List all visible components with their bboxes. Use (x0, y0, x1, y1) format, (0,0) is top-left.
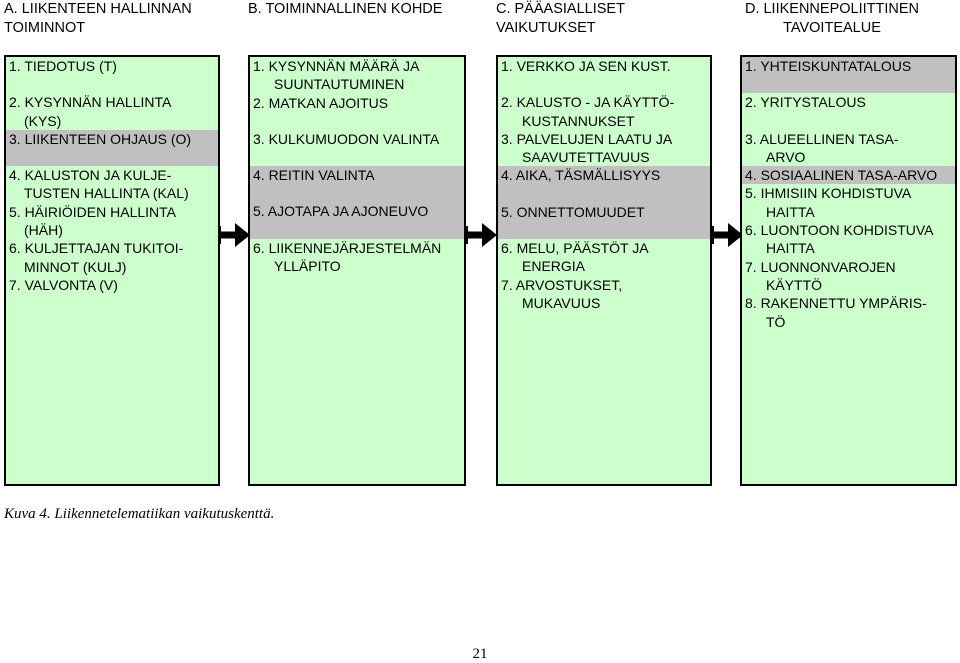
item-line: (HÄH) (24, 222, 63, 239)
column-c-item-7 (498, 276, 710, 313)
column-a-item-6 (6, 239, 218, 276)
item-line: 1. YHTEISKUNTATALOUS (745, 58, 912, 74)
column-d-item-7 (742, 258, 955, 295)
column-c-item-4 (498, 166, 710, 202)
item-line: 4. KALUSTON JA KULJE- (9, 167, 172, 184)
column-a-header-line: TOIMINNOT (4, 19, 86, 36)
item-line: 6. LIIKENNEJÄRJESTELMÄN (253, 239, 442, 256)
item-line: YLLÄPITO (274, 258, 341, 275)
column-c-header (496, 0, 712, 37)
column-b-item-5 (250, 202, 464, 238)
column-a-item-3 (6, 130, 218, 166)
column-d-item-5 (742, 184, 955, 221)
column-b-item-1 (250, 57, 464, 94)
item-line: 3. LIIKENTEEN OHJAUS (O) (9, 130, 192, 147)
column-a-item-1 (6, 57, 218, 93)
column-b-header-line: B. TOIMINNALLINEN KOHDE (248, 1, 443, 17)
column-d-item-4 (742, 166, 955, 184)
column-d-item-2 (742, 93, 955, 129)
item-line: 4. SOSIAALINEN TASA-ARVO (745, 167, 938, 184)
column-d-box (740, 55, 957, 486)
item-line: ARVO (766, 148, 806, 165)
item-line: 5. IHMISIIN KOHDISTUVA (745, 185, 912, 202)
item-line: 4. REITIN VALINTA (253, 167, 375, 184)
column-d-header (740, 0, 924, 37)
column-a-item-5 (6, 203, 218, 240)
item-line: HAITTA (766, 203, 815, 220)
item-line: TUSTEN HALLINTA (KAL) (24, 185, 189, 202)
item-line: 3. KULKUMUODON VALINTA (253, 130, 440, 147)
item-line: KÄYTTÖ (766, 276, 823, 293)
item-line: (KYS) (24, 112, 62, 129)
right-arrow-icon (463, 223, 497, 247)
right-arrow-icon (216, 223, 250, 247)
item-line: 5. HÄIRIÖIDEN HALLINTA (9, 203, 177, 220)
item-line: MINNOT (KULJ) (24, 258, 127, 275)
column-b-box (248, 55, 466, 486)
column-a-item-7 (6, 276, 218, 294)
item-line: 1. KYSYNNÄN MÄÄRÄ JA (253, 58, 420, 74)
column-c-item-3 (498, 130, 710, 167)
item-line: 2. YRITYSTALOUS (745, 94, 866, 111)
column-d-header-line: D. LIIKENNEPOLIITTINEN (744, 1, 920, 17)
item-line: 3. ALUEELLINEN TASA- (745, 130, 899, 147)
item-line: TÖ (766, 313, 786, 330)
column-c-item-5 (498, 203, 710, 239)
item-line: 7. ARVOSTUKSET, (501, 276, 623, 293)
column-c-item-6 (498, 239, 710, 276)
column-d-item-6 (742, 221, 955, 258)
column-a-item-2 (6, 93, 218, 130)
item-line: SUUNTAUTUMINEN (274, 76, 405, 93)
item-line: 2. KYSYNNÄN HALLINTA (9, 94, 172, 111)
column-c-item-1 (498, 57, 710, 93)
column-b-item-3 (250, 130, 464, 166)
item-line: SAAVUTETTAVUUS (522, 149, 650, 166)
column-c-header-line: VAIKUTUKSET (496, 19, 596, 36)
item-line: 4. AIKA, TÄSMÄLLISYYS (501, 167, 661, 184)
column-a-box (4, 55, 220, 486)
item-line: KUSTANNUKSET (522, 112, 635, 129)
item-line: 8. RAKENNETTU YMPÄRIS- (745, 295, 927, 312)
item-line: 5. ONNETTOMUUDET (501, 203, 645, 220)
column-d-item-1 (742, 57, 955, 93)
column-b-item-4 (250, 166, 464, 202)
column-b-header (248, 0, 466, 19)
right-arrow-icon (709, 223, 743, 247)
item-line: 5. AJOTAPA JA AJONEUVO (253, 203, 429, 220)
item-line: 1. TIEDOTUS (T) (9, 58, 117, 74)
column-c-header-line: C. PÄÄASIALLISET (496, 1, 625, 17)
item-line: 1. VERKKO JA SEN KUST. (501, 58, 671, 74)
figure-caption: Kuva 4. Liikennetelematiikan vaikutuskenttä. (4, 506, 275, 522)
item-line: 6. MELU, PÄÄSTÖT JA (501, 240, 649, 257)
column-b-item-2 (250, 94, 464, 130)
item-line: 2. KALUSTO - JA KÄYTTÖ- (501, 94, 675, 111)
item-line: 7. LUONNONVAROJEN (745, 258, 896, 275)
column-d-header-line: TAVOITEALUE (783, 19, 881, 36)
item-line: MUKAVUUS (522, 294, 601, 311)
column-a-item-4 (6, 166, 218, 203)
item-line: 3. PALVELUJEN LAATU JA (501, 130, 673, 147)
column-b-item-6 (250, 239, 464, 276)
column-d-item-3 (742, 130, 955, 167)
page-number: 21 (472, 646, 488, 662)
item-line: HAITTA (766, 240, 815, 257)
column-a-header-line: A. LIIKENTEEN HALLINNAN (4, 1, 192, 17)
column-c-box (496, 55, 712, 486)
column-a-header (4, 0, 220, 37)
item-line: 2. MATKAN AJOITUS (253, 94, 389, 111)
item-line: 6. LUONTOON KOHDISTUVA (745, 222, 934, 239)
item-line: 6. KULJETTAJAN TUKITOI- (9, 240, 184, 257)
column-d-item-8 (742, 294, 955, 331)
item-line: ENERGIA (522, 258, 586, 275)
column-c-item-2 (498, 93, 710, 130)
item-line: 7. VALVONTA (V) (9, 276, 118, 293)
